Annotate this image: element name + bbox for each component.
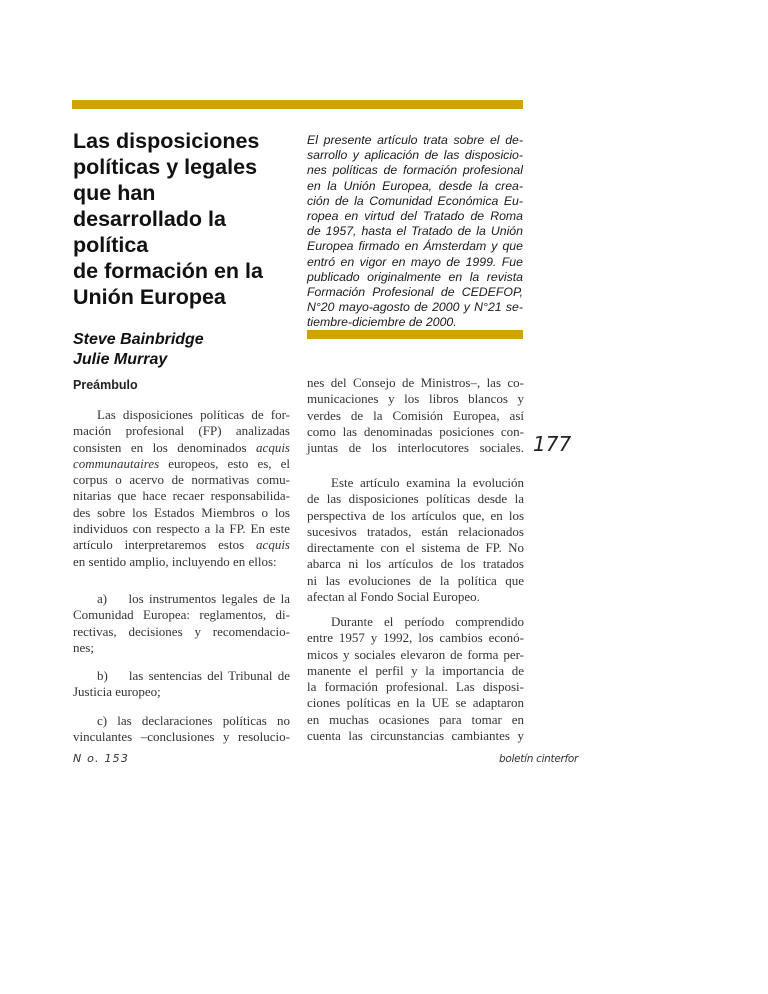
text-line: Durante el período comprendido [331, 614, 524, 629]
text-line: Justicia europeo; [73, 684, 161, 700]
text-line: en sentido amplio, incluyendo en ellos: [73, 553, 277, 569]
text-line: Comunidad Europea: reglamentos, di- [73, 607, 290, 623]
publication-name: boletín cinterfor [499, 753, 579, 765]
paragraph [307, 475, 524, 605]
text-line: entre 1957 y 1992, los cambios econó- [307, 630, 524, 646]
decorative-mid-bar [307, 330, 523, 339]
text-line: verdes de la Comisión Europea, así [307, 407, 524, 423]
left-column [73, 407, 290, 570]
list-item-b [73, 668, 290, 701]
text-line: nes del Consejo de Ministros–, las co- [307, 375, 524, 390]
page-number: 177 [533, 432, 572, 456]
abstract-line: en la Unión Europea, desde la crea- [307, 178, 523, 193]
right-column [307, 375, 524, 456]
text-line: c) las declaraciones políticas no [97, 713, 290, 728]
text-line [73, 440, 290, 456]
abstract-line: publicado originalmente en la revista [307, 269, 523, 284]
abstract-line: ropea en virtud del Tratado de Roma [307, 209, 523, 224]
text-line: ni las evoluciones de la política que [307, 572, 524, 588]
issue-number: N o. 153 [73, 752, 130, 765]
text-line [73, 456, 290, 472]
text-line: Este artículo examina la evolución [331, 475, 524, 490]
text-line: sucesivos tratados, están relacionados [307, 523, 524, 539]
text-line: vinculantes –conclusiones y resolucio- [73, 729, 290, 745]
section-heading: Preámbulo [73, 378, 138, 392]
article-title [73, 128, 293, 310]
text-line: des sobre los Estados Miembros o los [73, 504, 290, 520]
text-line: corpus o acervo de normativas comu- [73, 472, 290, 488]
italic-term: communautaires [73, 455, 160, 471]
text-line: directamente con el sistema de FP. No [307, 540, 524, 556]
italic-term: acquis [256, 537, 290, 553]
author-name: Steve Bainbridge [73, 331, 204, 348]
title-line: políticas y legales [73, 155, 258, 179]
text-line: b) las sentencias del Tribunal de [97, 668, 290, 683]
text-line: abarca ni los artículos de los tratados [307, 556, 524, 572]
text-line: de las disposiciones políticas desde la [307, 491, 524, 507]
text-run: artículo interpretaremos estos [73, 537, 257, 553]
title-line: Las disposiciones [73, 129, 260, 153]
text-line [73, 537, 290, 553]
abstract-line: de 1957, hasta el Tratado de la Unión [307, 224, 523, 239]
text-line: Las disposiciones políticas de for- [97, 407, 290, 422]
paragraph [73, 407, 290, 570]
text-line: nitarias que hace recaer responsabilida- [73, 488, 290, 504]
title-line: Unión Europea [73, 285, 226, 309]
abstract-line: nes políticas de formación profesional [307, 163, 523, 178]
abstract-line: sarrollo y aplicación de las disposicio- [307, 148, 523, 163]
text-line: la formación profesional. Las disposi- [307, 679, 524, 695]
paragraph [307, 375, 524, 456]
text-line: manente el perfil y la importancia de [307, 662, 524, 678]
text-run: consisten en los denominados [73, 439, 257, 455]
left-column-list [73, 713, 290, 746]
text-line: a) los instrumentos legales de la [97, 591, 290, 606]
abstract-line: El presente artículo trata sobre el de- [307, 133, 523, 147]
title-line: de formación en la [73, 259, 263, 283]
italic-term: acquis [256, 439, 290, 455]
left-column-list [73, 668, 290, 701]
article-abstract [307, 133, 523, 331]
right-column [307, 475, 524, 605]
abstract-line: entró en vigor en mayo de 1999. Fue [307, 254, 523, 269]
authors [73, 330, 293, 370]
paragraph [307, 614, 524, 744]
decorative-top-bar [72, 100, 523, 109]
abstract-line: ción de la Comunidad Económica Eu- [307, 193, 523, 208]
text-line: perspectiva de los artículos que, en los [307, 507, 524, 523]
title-line: desarrollado la [73, 207, 226, 231]
text-line: municaciones y los libros blancos y [307, 391, 524, 407]
text-line: cuenta las circunstancias cambiantes y [307, 728, 524, 744]
right-column [307, 614, 524, 744]
text-line: micos y sociales elevaron de forma per- [307, 646, 524, 662]
title-line: que han [73, 181, 156, 205]
text-run: europeos, esto es, el [159, 455, 290, 471]
left-column-list [73, 591, 290, 656]
text-line: como las denominadas posiciones con- [307, 423, 524, 439]
text-line: individuos con respecto a la FP. En este [73, 521, 290, 537]
text-line: juntas de los interlocutores sociales. [307, 440, 524, 456]
text-line: ciones políticas en la UE se adaptaron [307, 695, 524, 711]
list-item-a [73, 591, 290, 656]
abstract-line: N°20 mayo-agosto de 2000 y N°21 se- [307, 300, 523, 315]
text-line: mación profesional (FP) analizadas [73, 423, 290, 439]
text-line: nes; [73, 639, 94, 655]
list-item-c [73, 713, 290, 746]
author-name: Julie Murray [73, 351, 168, 368]
title-line: política [73, 233, 149, 257]
text-line: afectan al Fondo Social Europeo. [307, 589, 480, 605]
abstract-line: tiembre-diciembre de 2000. [307, 315, 457, 330]
text-line: rectivas, decisiones y recomendacio- [73, 623, 290, 639]
abstract-line: Europea firmado en Ámsterdam y que [307, 239, 523, 254]
text-line: en muchas ocasiones para tomar en [307, 711, 524, 727]
abstract-line: Formación Profesional de CEDEFOP, [307, 285, 523, 300]
